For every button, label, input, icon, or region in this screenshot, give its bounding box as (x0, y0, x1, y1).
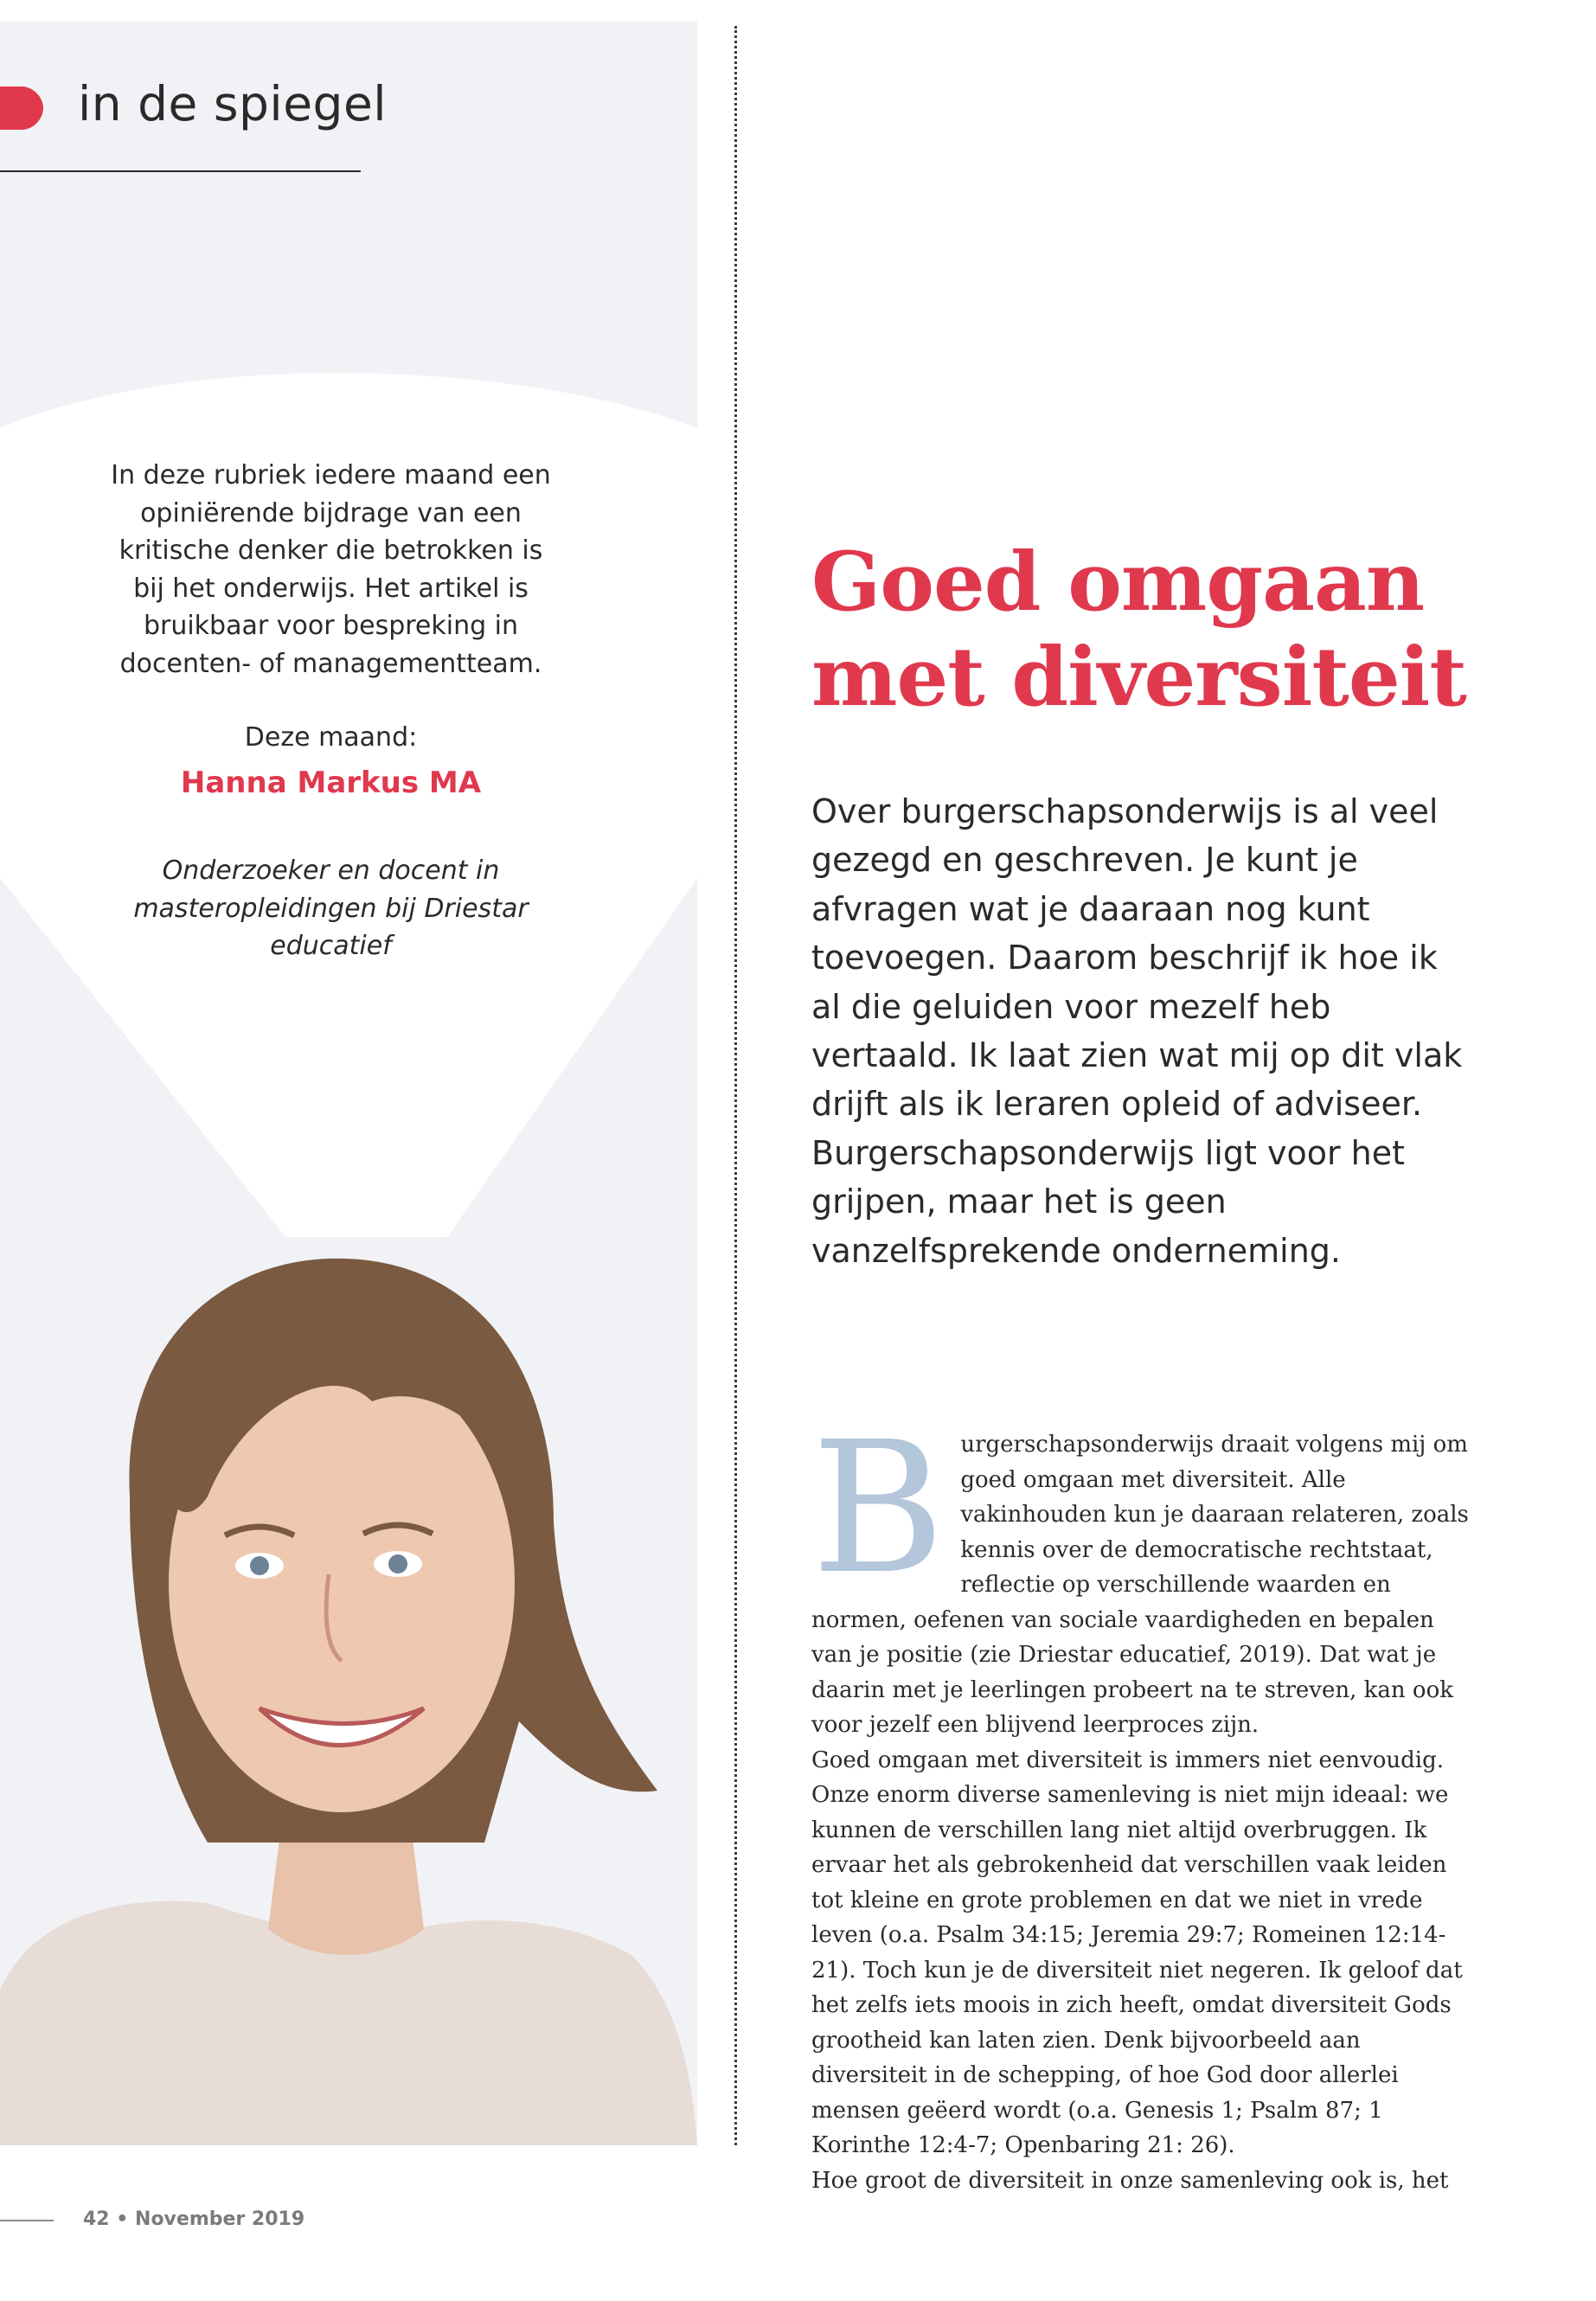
rubric-marker-icon (0, 87, 43, 130)
rubric-intro: In deze rubriek iedere maand een opiniërende bijdrage van een kritische denker die betrokken is bij het onderwijs. Het artikel is bruikbaar voor bespreking in docenten- of managementteam. (111, 460, 551, 679)
author-role: Onderzoeker en docent in masteropleidingen bij Driestar educatief (133, 856, 529, 961)
title-line-2: met diversiteit (811, 630, 1466, 725)
month-label: Deze maand: (244, 722, 418, 753)
footer-separator: • (116, 2208, 129, 2230)
title-line-1: Goed omgaan (811, 535, 1425, 630)
column-divider (734, 26, 737, 2145)
article-body (811, 1402, 1469, 2198)
issue-date: November 2019 (135, 2208, 305, 2230)
page-footer (83, 2208, 304, 2230)
body-paragraph-1: urgerschapsonderwijs draait volgens mij om goed omgaan met diversiteit. Alle vakinhouden kun je daaraan relateren, zoals kennis over de democratische rechtstaat, reflectie op verschillende waarden en normen, oefenen van sociale vaardigheden en bepalen van je positie (zie Driestar educatief, 2019). Dat wat je daarin met je leerlingen probeert na te streven, kan ook voor jezelf een blijvend leerproces zijn. (811, 1432, 1469, 1738)
author-photo (0, 1237, 697, 2145)
rubric-underline (0, 170, 361, 172)
article-title (811, 535, 1469, 725)
footer-rule (0, 2220, 54, 2221)
rubric-label: in de spiegel (78, 76, 388, 131)
article-lead: Over burgerschapsonderwijs is al veel gezegd en geschreven. Je kunt je afvragen wat je daaraan nog kunt toevoegen. Daarom beschrijf ik hoe ik al die geluiden voor mezelf heb vertaald. Ik laat zien wat mij op dit vlak drijft als ik leraren opleid of adviseer. Burgerschapsonderwijs ligt voor het grijpen, maar het is geen vanzelfsprekende onderneming. (811, 792, 1463, 1270)
body-paragraph (811, 1402, 1469, 1743)
drop-cap: B (811, 1402, 945, 1614)
author-name: Hanna Markus MA (180, 766, 482, 800)
page-number: 42 (83, 2208, 110, 2230)
body-paragraph-2: Goed omgaan met diversiteit is immers niet eenvoudig. Onze enorm diverse samenleving is niet mijn ideaal: we kunnen de verschillen lang niet altijd overbruggen. Ik ervaar het als gebrokenheid dat verschillen vaak leiden tot kleine en grote problemen en dat we niet in vrede leven (o.a. Psalm 34:15; Jeremia 29:7; Romeinen 12:14-21). Toch kun je de diversiteit niet negeren. Ik geloof dat het zelfs iets moois in zich heeft, omdat diversiteit Gods grootheid kan laten zien. Denk bijvoorbeeld aan diversiteit in de schepping, of hoe God door allerlei mensen geëerd wordt (o.a. Genesis 1; Psalm 87; 1 Korinthe 12:4-7; Openbaring 21: 26). (811, 1747, 1463, 2158)
body-paragraph-3: Hoe groot de diversiteit in onze samenleving ook is, het (811, 2167, 1449, 2194)
